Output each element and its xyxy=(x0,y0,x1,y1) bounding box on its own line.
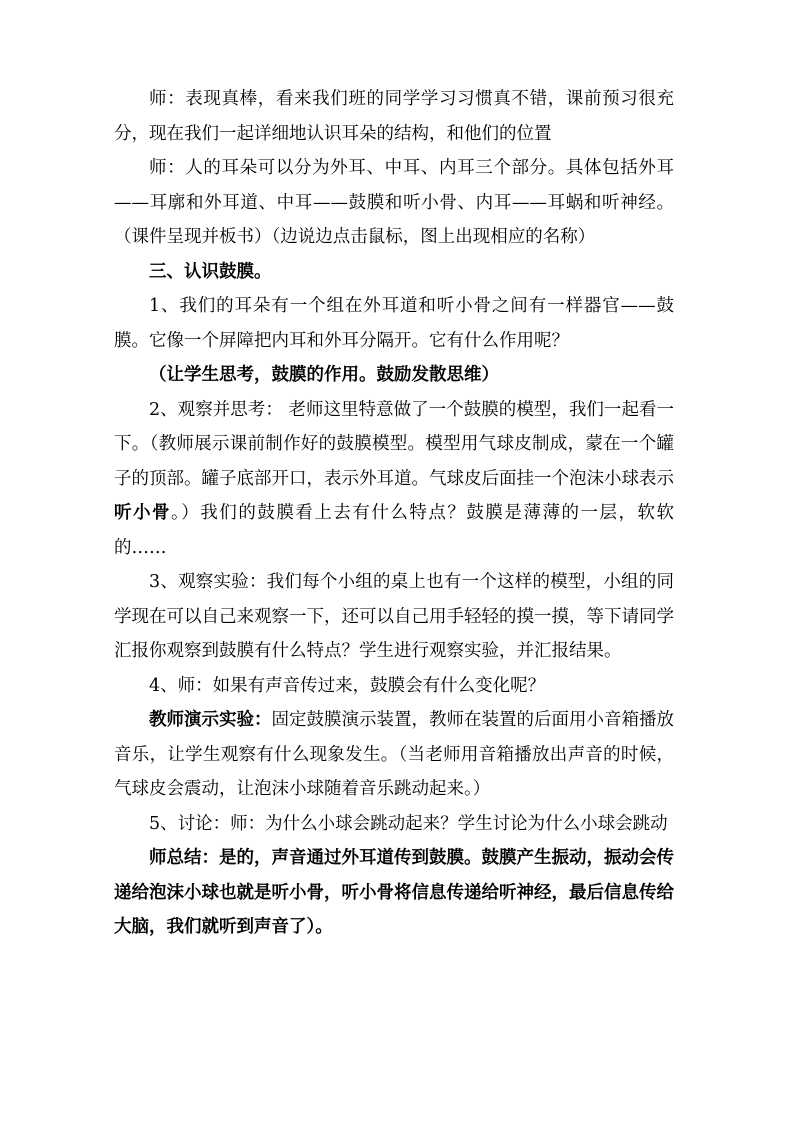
text-run: 5、讨论：师：为什么小球会跳动起来？学生讨论为什么小球会跳动 xyxy=(149,813,668,834)
paragraph-teacher-summary xyxy=(114,841,674,945)
text-run: 3、观察实验：我们每个小组的桌上也有一个这样的模型，小组的同学现在可以自己来观察一下，还可以自己用手轻轻的摸一摸，等下请同学汇报你观察到鼓膜有什么特点？学生进行观察实验，并汇报结果。 xyxy=(114,572,674,661)
text-run: 固定鼓膜演示装置，教师在装置的后面用小音箱播放音乐，让学生观察有什么现象发生。（当老师用音箱播放出声音的时候，气球皮会震动，让泡沫小球随着音乐跳动起来。） xyxy=(114,710,674,799)
text-run: 师总结：是的，声音通过外耳道传到鼓膜。鼓膜产生振动，振动会传递给泡沫小球也就是听小骨，听小骨将信息传递给听神经，最后信息传给大脑，我们就听到声音了）。 xyxy=(114,848,674,937)
text-run: 。）我们的鼓膜看上去有什么特点？鼓膜是薄薄的一层，软软的…… xyxy=(114,503,675,558)
paragraph-step-2 xyxy=(114,393,674,566)
text-run: 三、认识鼓膜。 xyxy=(149,261,272,282)
paragraph-student-thinking xyxy=(114,358,674,393)
text-run-bold: 教师演示实验： xyxy=(149,710,272,730)
document-body xyxy=(114,82,674,945)
paragraph-step-4 xyxy=(114,669,674,704)
paragraph-demo-experiment xyxy=(114,703,674,807)
paragraph-step-5 xyxy=(114,807,674,842)
section-heading-eardrum xyxy=(114,255,674,290)
text-run: 4、师：如果有声音传过来，鼓膜会有什么变化呢？ xyxy=(149,675,546,696)
text-run: （让学生思考，鼓膜的作用。鼓励发散思维） xyxy=(149,365,499,385)
text-run-bold: 听小骨 xyxy=(114,503,172,523)
paragraph-step-1 xyxy=(114,289,674,358)
text-run: 师：表现真棒，看来我们班的同学学习习惯真不错，课前预习很充分，现在我们一起详细地认识耳朵的结构，和他们的位置 xyxy=(114,89,674,144)
paragraph-step-3 xyxy=(114,565,674,669)
text-run: 2、观察并思考： 老师这里特意做了一个鼓膜的模型，我们一起看一下。（教师展示课前制作好的鼓膜模型。模型用气球皮制成，蒙在一个罐子的顶部。罐子底部开口，表示外耳道。气球皮后面挂一个泡沫小球表示 xyxy=(114,399,674,489)
paragraph-teacher-praise xyxy=(114,82,674,151)
text-run: 1、我们的耳朵有一个组在外耳道和听小骨之间有一样器官——鼓膜。它像一个屏障把内耳和外耳分隔开。它有什么作用呢？ xyxy=(114,296,674,351)
paragraph-ear-structure xyxy=(114,151,674,255)
text-run: 师：人的耳朵可以分为外耳、中耳、内耳三个部分。具体包括外耳——耳廓和外耳道、中耳——鼓膜和听小骨、内耳——耳蜗和听神经。（课件呈现并板书）（边说边点击鼠标，图上出现相应的名称） xyxy=(114,158,674,247)
